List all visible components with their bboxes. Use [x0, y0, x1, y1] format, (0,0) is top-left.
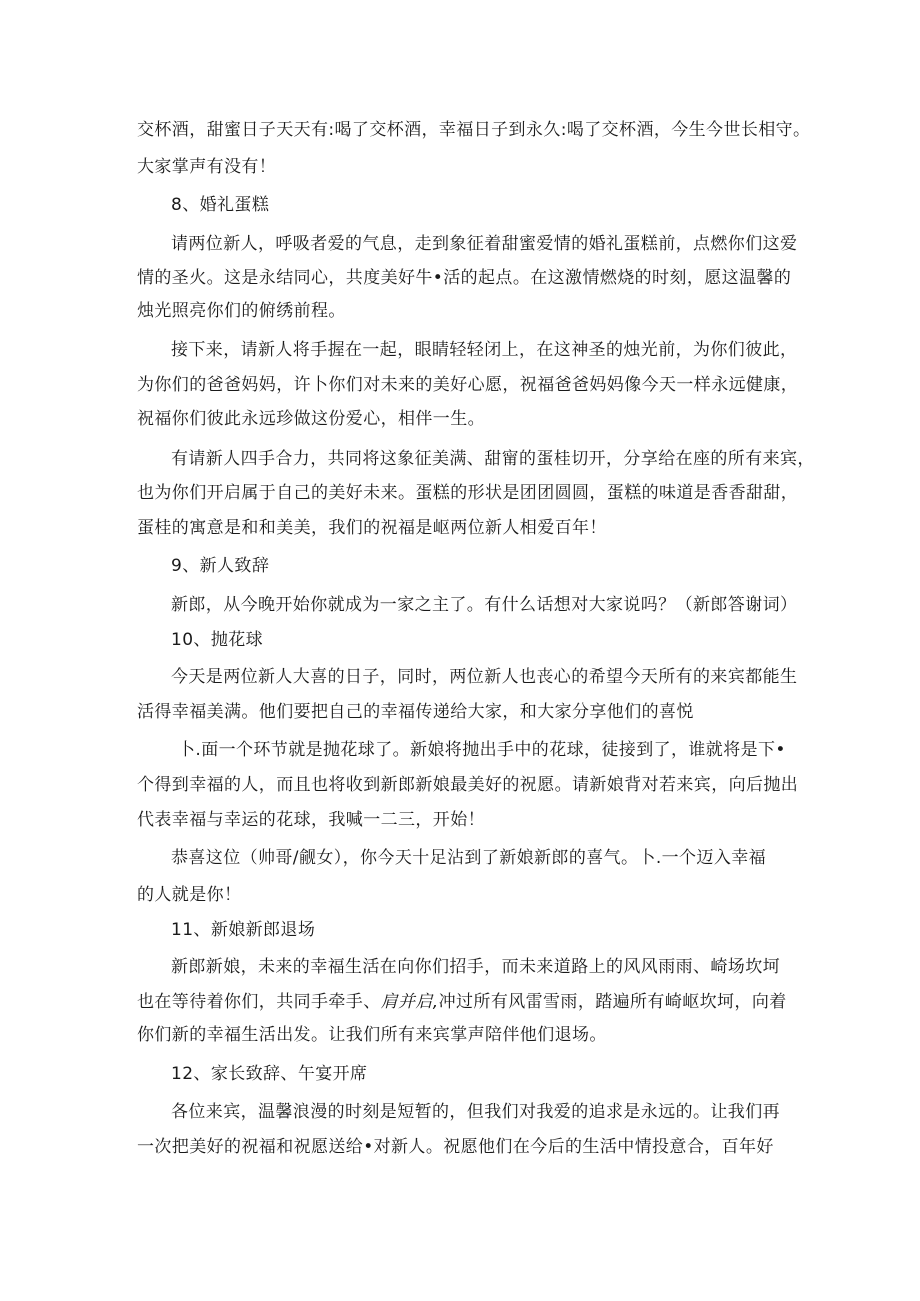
text-line: 情的圣火。这是永结同心，共度美好牛•活的起点。在这激情燃烧的时刻，愿这温馨的 — [137, 268, 792, 288]
section-heading: 12、家长致辞、午宴开席 — [171, 1064, 368, 1084]
text-line: 蛋桂的寓意是和和美美，我们的祝福是岖两位新人相爱百年！ — [137, 518, 607, 538]
text-line: 大家掌声有没有！ — [137, 157, 277, 177]
text-line: 为你们的爸爸妈妈，许卜你们对未来的美好心愿，祝福爸爸妈妈像今天一样永远健康， — [137, 375, 799, 395]
text-segment: 冲过所有风雷雪雨，踏遍所有崎岖坎坷，向着 — [438, 992, 787, 1012]
text-line: 个得到幸福的人，而且也将收到新郎新娘最美好的祝愿。请新娘背对若来宾，向后抛出 — [137, 775, 799, 795]
text-line: 请两位新人，呼吸者爱的气息，走到象征着甜蜜爱情的婚礼蛋糕前，点燃你们这爱 — [171, 234, 798, 254]
text-line: 接下来，请新人将手握在一起，眼睛轻轻闭上，在这神圣的烛光前，为你们彼此， — [171, 340, 798, 360]
text-line: 有请新人四手合力，共同将这象征美满、甜甯的蛋桂切开，分享给在座的所有来宾， — [171, 449, 815, 469]
text-line: 新郎，从今晚开始你就成为一家之主了。有什么话想对大家说吗？（新郎答谢词） — [171, 595, 798, 615]
text-line: 的人就是你！ — [137, 885, 242, 905]
text-line: 也为你们开启属于自己的美好未来。蛋糕的形状是团团圆圆，蛋糕的味道是香香甜甜， — [137, 483, 799, 503]
text-line: 今天是两位新人大喜的日子，同时，两位新人也丧心的希望今天所有的来宾都能生 — [171, 667, 798, 687]
text-line: 活得幸福美满。他们要把自己的幸福传递给大家，和大家分享他们的喜悦 — [137, 702, 694, 722]
section-heading: 8、婚礼蛋糕 — [171, 195, 270, 215]
text-line: 代表幸福与幸运的花球，我喊一二三，开始！ — [137, 810, 485, 830]
text-line: 恭喜这位（帅哥/觎女），你今天十足沾到了新娘新郎的喜气。卜.一个迈入幸福 — [171, 848, 767, 868]
text-line: 祝福你们彼此永远珍做这份爱心，相伴一生。 — [137, 409, 485, 429]
text-line: 卜.面一个环节就是抛花球了。新娘将抛出手中的花球，徒接到了，谁就将是下• — [178, 740, 786, 760]
text-segment: 也在等待着你们，共同手牵手、 — [137, 992, 381, 1012]
text-line: 交杯酒，甜蜜日子天天有:喝了交杯酒，幸福日子到永久:喝了交杯酒，今生今世长相守。 — [137, 120, 811, 140]
section-heading: 9、新人致辞 — [171, 556, 270, 576]
italic-segment: 肩并启, — [380, 992, 439, 1012]
section-heading: 11、新娘新郎退场 — [171, 920, 316, 940]
section-heading: 10、抛花球 — [171, 630, 264, 650]
text-line: 新郎新娘，未来的幸福生活在向你们招手，而未来道路上的风风雨雨、崎场坎坷 — [171, 957, 780, 977]
text-line: 一次把美好的祝福和祝愿送给•对新人。祝愿他们在今后的生活中情投意合，百年好 — [137, 1137, 774, 1157]
text-line — [137, 990, 787, 1014]
text-line: 烛光照亮你们的俯绣前程。 — [137, 301, 346, 321]
text-line: 各位来宾，温馨浪漫的时刻是短暂的，但我们对我爱的追求是永远的。让我们再 — [171, 1102, 780, 1122]
text-line: 你们新的幸福生活出发。让我们所有来宾掌声陪伴他们退场。 — [137, 1025, 607, 1045]
